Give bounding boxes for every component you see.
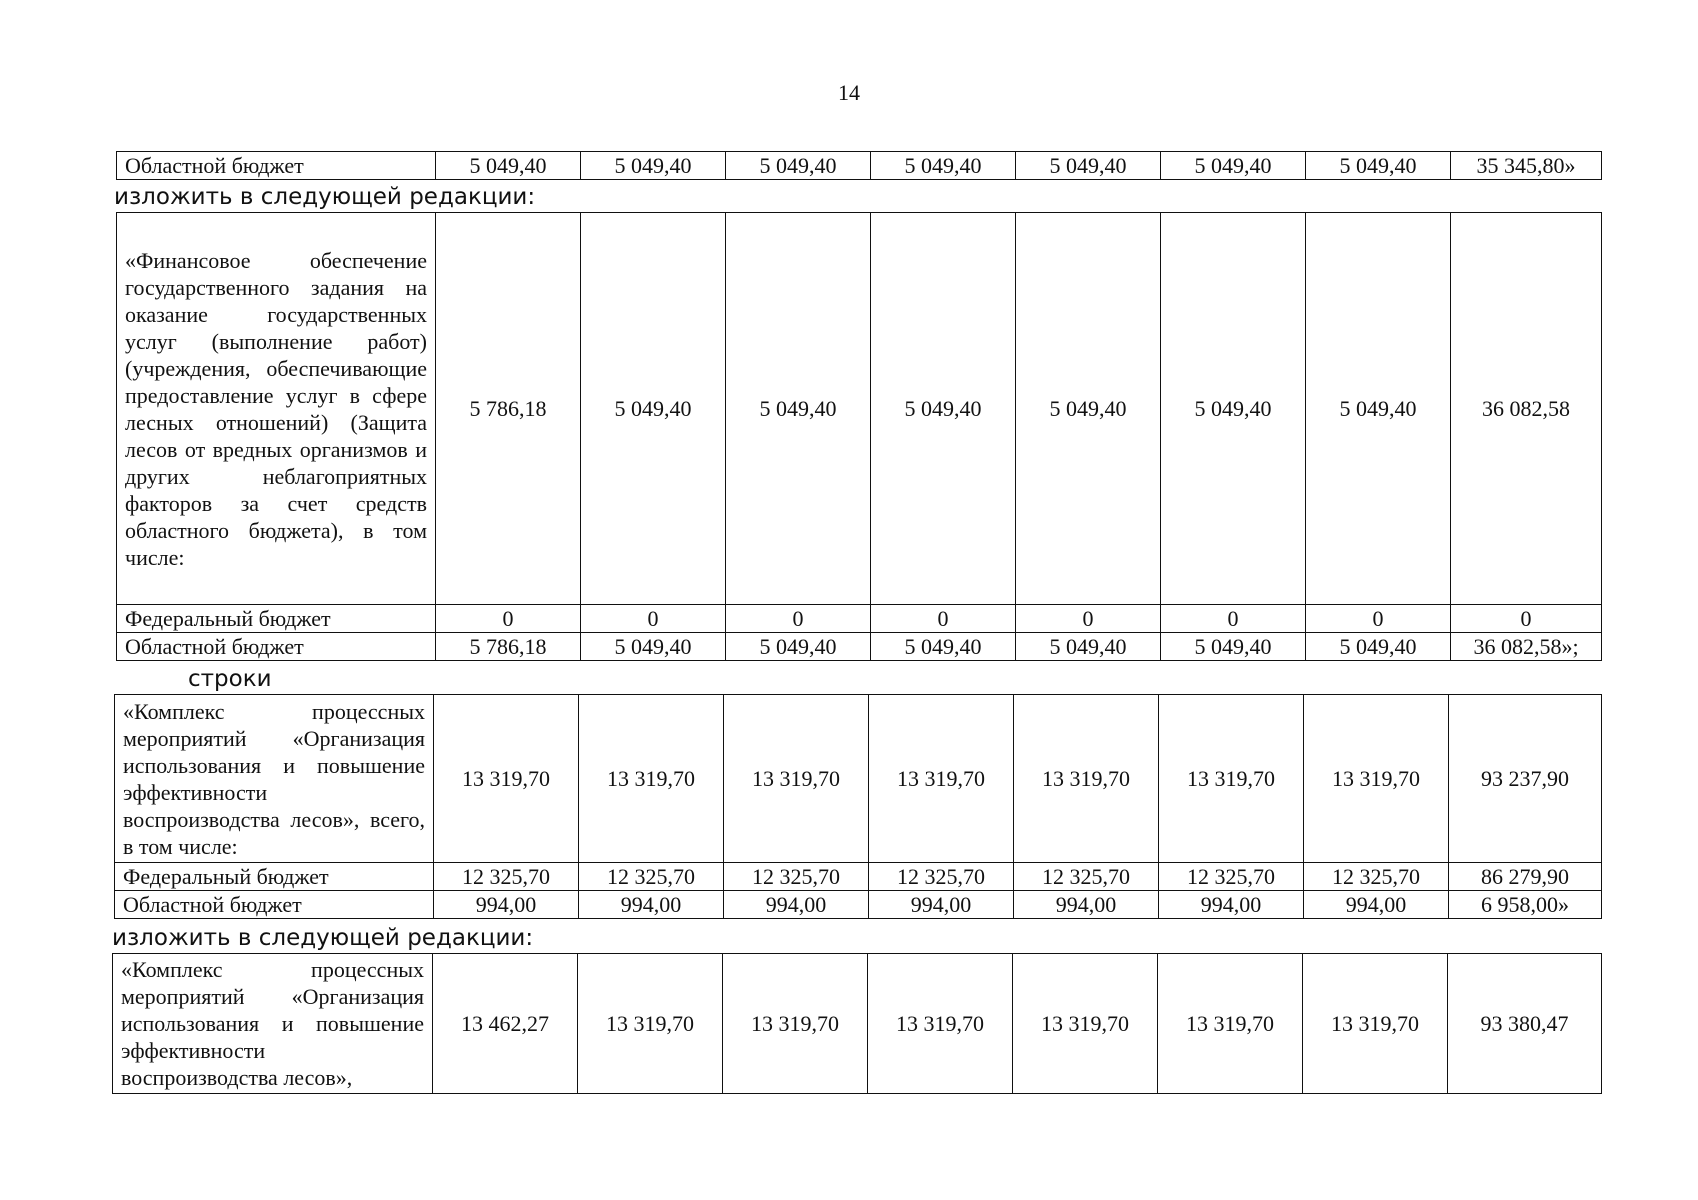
cell-value: 994,00 [1159,891,1304,919]
table-row [117,152,1602,180]
cell-value: 13 319,70 [724,695,869,863]
cell-total: 36 082,58»; [1451,633,1602,661]
cell-value: 5 049,40 [1306,633,1451,661]
cell-value: 0 [581,605,726,633]
table-process-measures-new [112,953,1602,1094]
cell-value: 0 [1306,605,1451,633]
cell-total: 35 345,80» [1451,152,1602,180]
cell-value: 5 049,40 [1161,152,1306,180]
table-financial-support-new [116,212,1602,661]
cell-value: 5 049,40 [871,633,1016,661]
cell-total: 93 380,47 [1448,954,1602,1094]
cell-total: 36 082,58 [1451,213,1602,605]
cell-total: 6 958,00» [1449,891,1602,919]
caption-new-edition-2: изложить в следующей редакции: [112,925,534,951]
row-label: «Комплекс процессных мероприятий «Организация использования и повышение эффективности воспроизводства лесов», [113,954,433,1094]
cell-value: 13 319,70 [723,954,868,1094]
cell-value: 5 049,40 [1306,152,1451,180]
table-row [115,863,1602,891]
cell-value: 5 049,40 [726,152,871,180]
cell-value: 12 325,70 [434,863,579,891]
cell-value: 5 049,40 [871,213,1016,605]
cell-value: 5 049,40 [1161,633,1306,661]
cell-value: 0 [1016,605,1161,633]
cell-value: 5 049,40 [436,152,581,180]
cell-value: 12 325,70 [724,863,869,891]
cell-value: 0 [726,605,871,633]
cell-value: 5 049,40 [871,152,1016,180]
row-label: Федеральный бюджет [115,863,434,891]
cell-value: 994,00 [724,891,869,919]
cell-value: 12 325,70 [1159,863,1304,891]
cell-value: 5 049,40 [1306,213,1451,605]
row-label: Федеральный бюджет [117,605,436,633]
table-row [117,633,1602,661]
cell-value: 13 319,70 [1013,954,1158,1094]
cell-value: 994,00 [1304,891,1449,919]
cell-value: 5 049,40 [1016,213,1161,605]
table-process-measures-old [114,694,1602,919]
cell-value: 12 325,70 [1014,863,1159,891]
cell-value: 5 049,40 [1016,633,1161,661]
caption-new-edition: изложить в следующей редакции: [114,184,536,210]
cell-value: 994,00 [579,891,724,919]
row-label: «Финансовое обеспечение государственного задания на оказание государственных услуг (выполнение работ) (учреждения, обеспечивающие предоставление услуг в сфере лесных отношений) (Защита лесов от вредных организмов и других неблагоприятных факторов за счет средств областного бюджета), в том числе: [117,213,436,605]
table-regional-old [116,151,1602,180]
cell-value: 13 319,70 [1014,695,1159,863]
cell-value: 5 049,40 [726,633,871,661]
row-label: «Комплекс процессных мероприятий «Организация использования и повышение эффективности воспроизводства лесов», всего, в том числе: [115,695,434,863]
cell-value: 5 049,40 [1161,213,1306,605]
cell-value: 13 319,70 [869,695,1014,863]
cell-value: 13 319,70 [1303,954,1448,1094]
table-row [115,891,1602,919]
cell-value: 5 049,40 [581,213,726,605]
table-row [117,213,1602,605]
cell-value: 13 319,70 [579,695,724,863]
cell-value: 13 319,70 [1304,695,1449,863]
cell-value: 994,00 [434,891,579,919]
cell-value: 5 786,18 [436,213,581,605]
cell-value: 13 319,70 [868,954,1013,1094]
cell-value: 994,00 [869,891,1014,919]
cell-total: 86 279,90 [1449,863,1602,891]
cell-value: 13 319,70 [578,954,723,1094]
row-label: Областной бюджет [115,891,434,919]
row-label: Областной бюджет [117,633,436,661]
cell-value: 994,00 [1014,891,1159,919]
cell-value: 13 462,27 [433,954,578,1094]
cell-value: 13 319,70 [1158,954,1303,1094]
table-row [115,695,1602,863]
cell-value: 12 325,70 [579,863,724,891]
cell-value: 5 049,40 [1016,152,1161,180]
cell-value: 5 049,40 [581,633,726,661]
cell-value: 13 319,70 [1159,695,1304,863]
table-row [113,954,1602,1094]
cell-total: 93 237,90 [1449,695,1602,863]
page-number: 14 [838,80,860,105]
cell-value: 0 [436,605,581,633]
cell-value: 12 325,70 [869,863,1014,891]
cell-value: 13 319,70 [434,695,579,863]
cell-value: 0 [1161,605,1306,633]
cell-value: 5 049,40 [726,213,871,605]
cell-value: 5 786,18 [436,633,581,661]
caption-rows: строки [188,666,272,692]
cell-total: 0 [1451,605,1602,633]
cell-value: 5 049,40 [581,152,726,180]
table-row [117,605,1602,633]
cell-value: 0 [871,605,1016,633]
row-label: Областной бюджет [117,152,436,180]
cell-value: 12 325,70 [1304,863,1449,891]
